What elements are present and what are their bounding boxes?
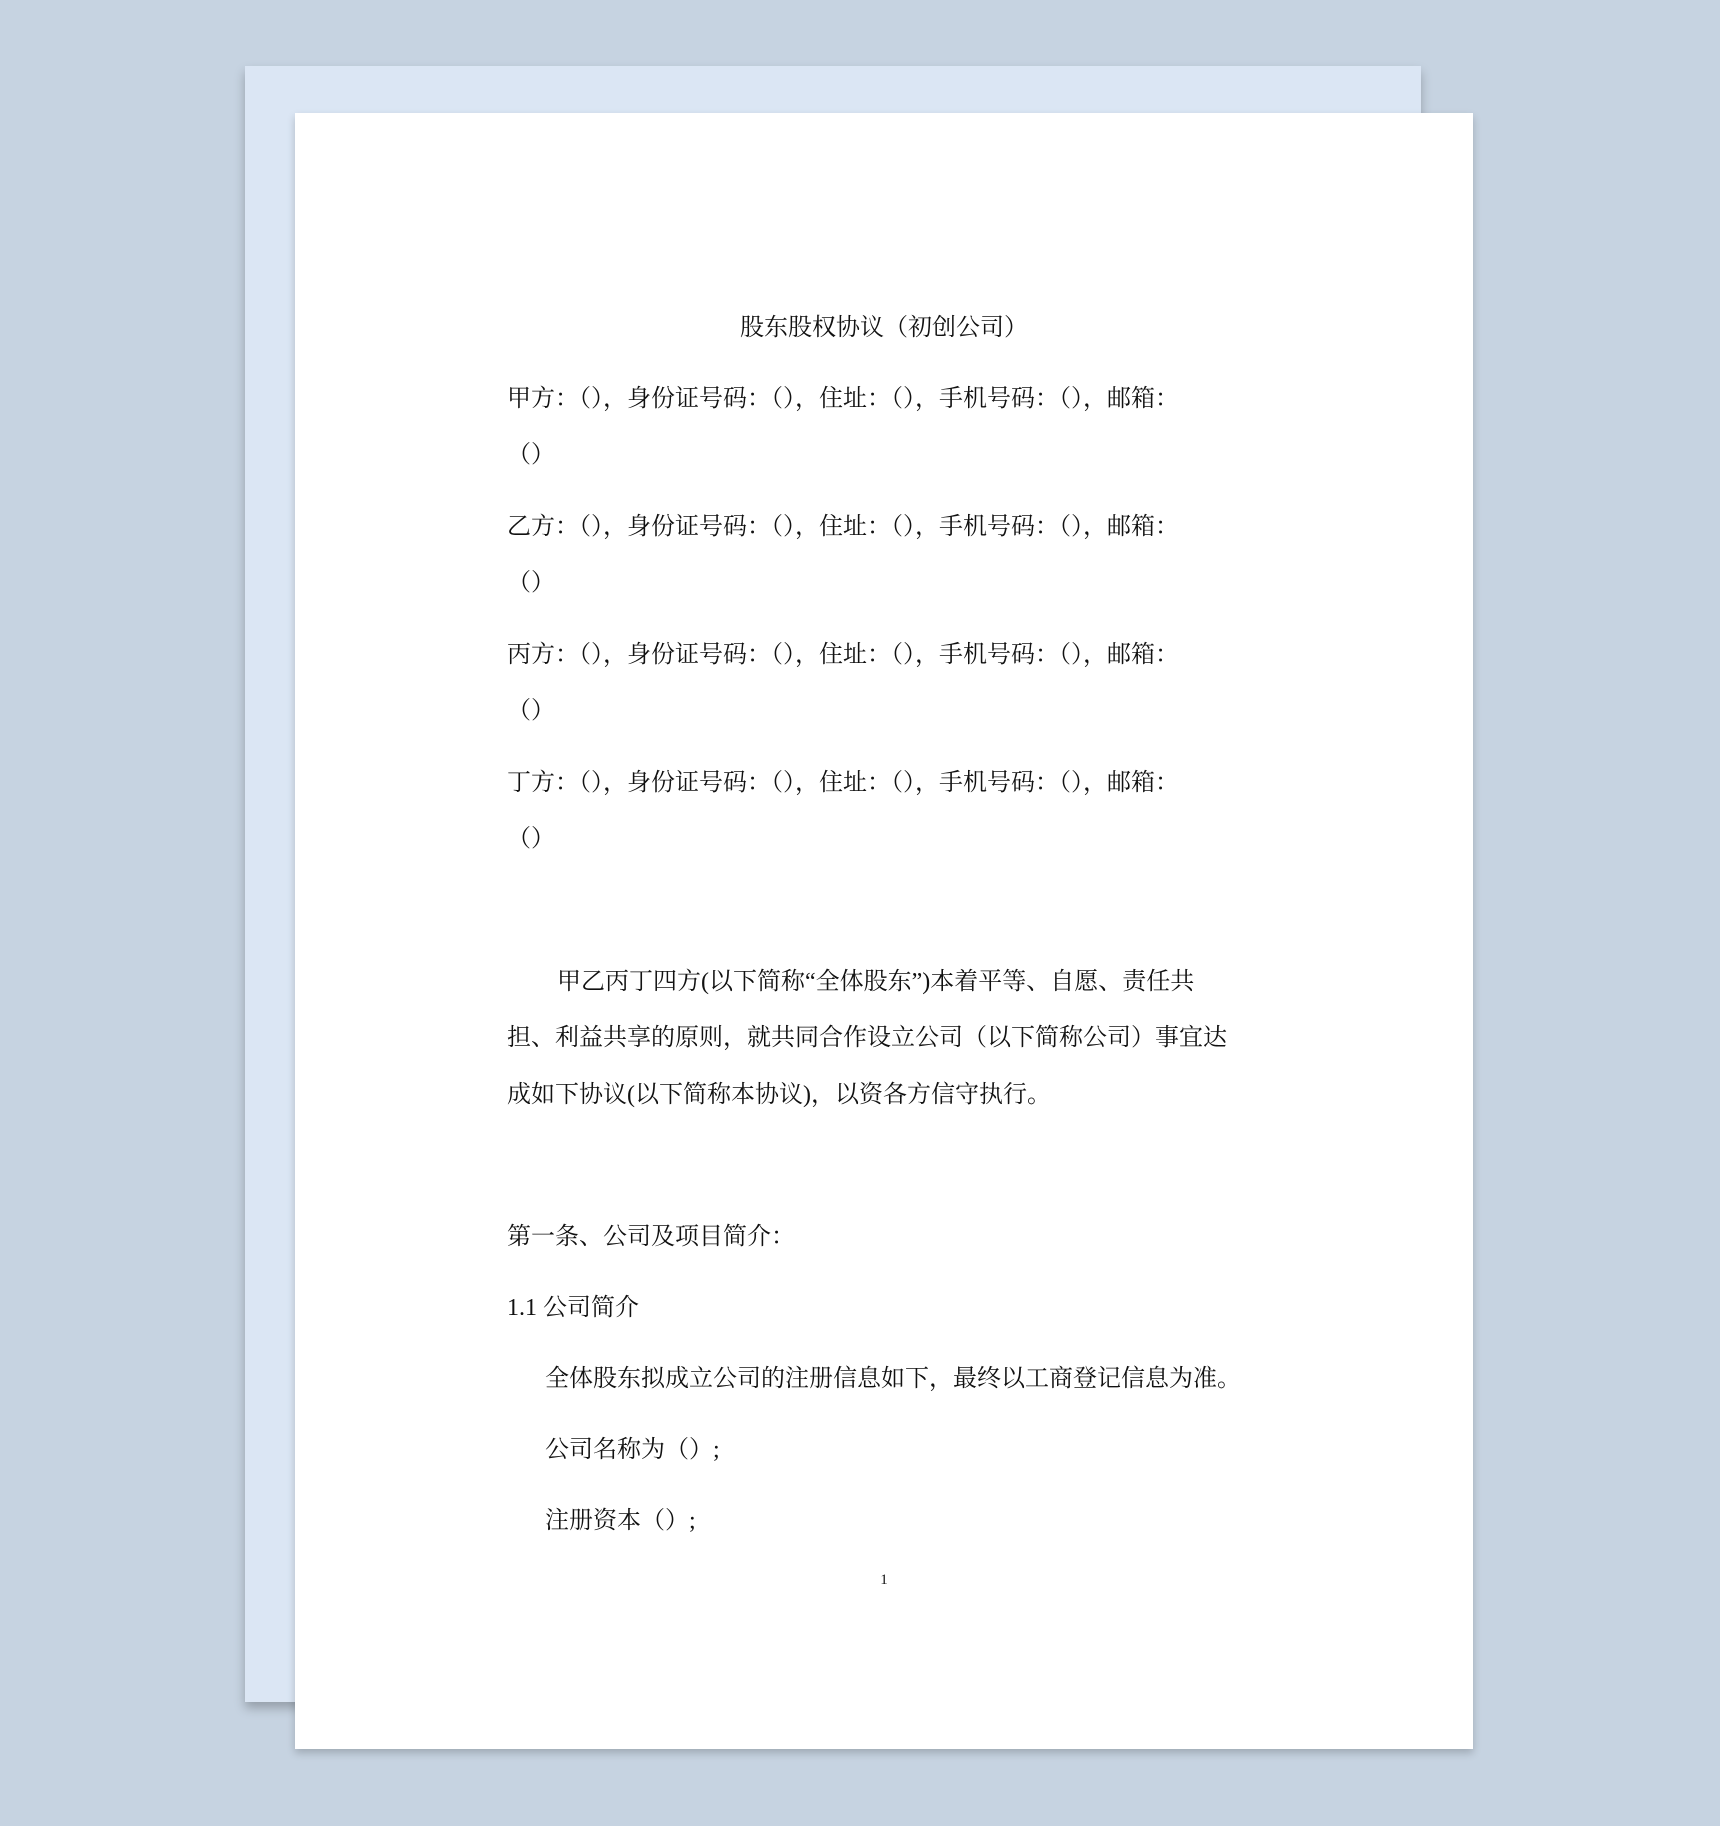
article-1-heading: 第一条、公司及项目简介： <box>507 1224 795 1250</box>
party-c-line-cont: （） <box>507 698 555 724</box>
party-b-line: 乙方：（），身份证号码：（），住址：（），手机号码：（），邮箱： <box>507 514 1179 540</box>
party-a-line-cont: （） <box>507 442 555 468</box>
party-c-line: 丙方：（），身份证号码：（），住址：（），手机号码：（），邮箱： <box>507 642 1179 668</box>
preamble-line: 成如下协议(以下简称本协议)，以资各方信守执行。 <box>507 1082 1051 1108</box>
party-a-line: 甲方：（），身份证号码：（），住址：（），手机号码：（），邮箱： <box>507 386 1179 412</box>
registered-capital-line: 注册资本（）; <box>545 1508 696 1534</box>
party-d-line: 丁方：（），身份证号码：（），住址：（），手机号码：（），邮箱： <box>507 770 1179 796</box>
party-d-line-cont: （） <box>507 826 555 852</box>
page-number: 1 <box>880 1572 888 1588</box>
body-line: 全体股东拟成立公司的注册信息如下，最终以工商登记信息为准。 <box>545 1366 1241 1392</box>
party-b-line-cont: （） <box>507 570 555 596</box>
company-name-line: 公司名称为（）; <box>545 1437 720 1463</box>
document-title: 股东股权协议（初创公司） <box>740 315 1028 341</box>
preamble-line: 甲乙丙丁四方(以下简称“全体股东”)本着平等、自愿、责任共 <box>557 969 1195 995</box>
preamble-line: 担、利益共享的原则，就共同合作设立公司（以下简称公司）事宜达 <box>507 1025 1227 1051</box>
document-page <box>295 113 1473 1749</box>
section-1-1-heading: 1.1 公司简介 <box>507 1295 639 1321</box>
